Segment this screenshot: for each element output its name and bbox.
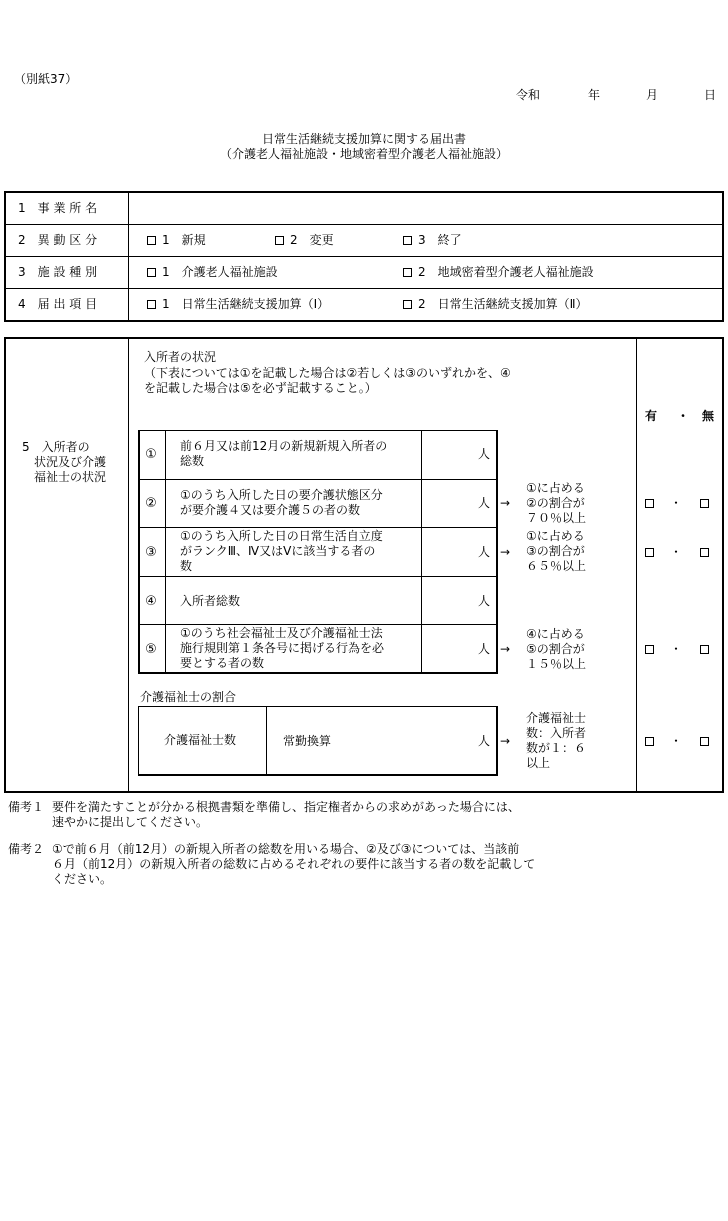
ratio-yes-no[interactable]: ・: [645, 734, 715, 749]
row-description: ①のうち社会福祉士及び介護福祉士法 施行規則第１条各号に掲げる行為を必 要とする者の数: [180, 626, 385, 670]
row-label-notification-item: 4 届 出 項 目: [18, 297, 98, 311]
facility-name-field[interactable]: [136, 196, 716, 220]
row-number: ④: [145, 594, 157, 609]
checkbox[interactable]: [147, 236, 156, 245]
no-checkbox[interactable]: [700, 548, 709, 557]
medical-care-count-input[interactable]: [425, 628, 473, 670]
document-subtitle: （介護老人福祉施設・地域密着型介護老人福祉施設）: [219, 147, 508, 161]
condition-text: ①に占める ②の割合が ７０％以上: [526, 481, 587, 525]
instruction-text: （下表については①を記載した場合は②若しくは③のいずれかを、④ を記載した場合は⑤を必ず記載すること。）: [144, 366, 511, 395]
condition-text: 介護福祉士 数：入所者 数が１：６ 以上: [526, 711, 587, 770]
row-number: ②: [145, 496, 157, 511]
checkbox[interactable]: [147, 300, 156, 309]
fte-label: 常勤換算: [283, 734, 332, 748]
facility-type-option-1[interactable]: 1 介護老人福祉施設: [147, 265, 278, 280]
no-checkbox[interactable]: [700, 499, 709, 508]
date-era: 令和: [516, 88, 541, 102]
row2-yes-no[interactable]: ・: [645, 496, 715, 511]
condition-text: ④に占める ⑤の割合が １５％以上: [526, 627, 587, 671]
yes-checkbox[interactable]: [645, 737, 654, 746]
facility-type-option-2[interactable]: 2 地域密着型介護老人福祉施設: [403, 265, 594, 280]
arrow: →: [500, 734, 511, 748]
row3-yes-no[interactable]: ・: [645, 545, 715, 560]
no-checkbox[interactable]: [700, 645, 709, 654]
checkbox[interactable]: [403, 236, 412, 245]
section5-label: 5 入所者の 状況及び介護 福祉士の状況: [22, 440, 107, 484]
unit-label: 人: [478, 642, 491, 656]
row-description: 前６月又は前12月の新規新規入所者の 総数: [180, 439, 388, 468]
total-residents-input[interactable]: [425, 580, 473, 622]
yes-checkbox[interactable]: [645, 548, 654, 557]
row-description: 入所者総数: [180, 594, 241, 608]
note-text: ①で前６月（前12月）の新規入所者の総数を用いる場合、②及び③については、当該前 ６月（前12月）の新規入所者の総数に占めるそれぞれの要件に該当する者の数を記載して ください。: [52, 842, 536, 886]
arrow: →: [500, 545, 511, 559]
resident-status-title: 入所者の状況: [144, 350, 217, 364]
date-year: 年: [588, 88, 601, 102]
new-residents-total-input[interactable]: [425, 434, 473, 476]
row-description: ①のうち入所した日の要介護状態区分 が要介護４又は要介護５の者の数: [180, 488, 383, 517]
change-type-option-change[interactable]: 2 変更: [275, 233, 334, 248]
yes-no-separator: ・: [677, 409, 690, 423]
independence-rank-count-input[interactable]: [425, 531, 473, 573]
care-worker-ratio-title: 介護福祉士の割合: [140, 690, 237, 704]
unit-label: 人: [478, 447, 491, 461]
yes-checkbox[interactable]: [645, 499, 654, 508]
change-type-option-new[interactable]: 1 新規: [147, 233, 206, 248]
care-level-count-input[interactable]: [425, 483, 473, 525]
arrow: →: [500, 642, 511, 656]
arrow: →: [500, 496, 511, 510]
row-label-change-type: 2 異 動 区 分: [18, 233, 98, 247]
row-number: ⑤: [145, 642, 157, 657]
checkbox[interactable]: [403, 268, 412, 277]
row-description: ①のうち入所した日の日常生活自立度 がランクⅢ、Ⅳ又はⅤに該当する者の 数: [180, 529, 383, 573]
care-worker-count-label: 介護福祉士数: [164, 733, 237, 747]
document-title: 日常生活継続支援加算に関する届出書: [261, 132, 466, 146]
notification-item-option-2[interactable]: 2 日常生活継続支援加算（Ⅱ）: [403, 297, 588, 312]
yes-header: 有: [645, 409, 658, 423]
yes-checkbox[interactable]: [645, 645, 654, 654]
note-text: 要件を満たすことが分かる根拠書類を準備し、指定権者からの求めがあった場合には、 速やかに提出してください。: [52, 800, 520, 829]
condition-text: ①に占める ③の割合が ６５％以上: [526, 529, 587, 573]
row5-yes-no[interactable]: ・: [645, 642, 715, 657]
unit-label: 人: [478, 545, 491, 559]
no-header: 無: [702, 409, 715, 423]
note-label: 備考２: [8, 842, 45, 856]
checkbox[interactable]: [147, 268, 156, 277]
notification-item-option-1[interactable]: 1 日常生活継続支援加算（Ⅰ）: [147, 297, 329, 312]
attachment-number: （別紙37）: [14, 72, 78, 86]
note-label: 備考１: [8, 800, 45, 814]
care-worker-fte-input[interactable]: [340, 712, 470, 770]
row-number: ③: [145, 545, 157, 560]
checkbox[interactable]: [403, 300, 412, 309]
change-type-option-end[interactable]: 3 終了: [403, 233, 462, 248]
no-checkbox[interactable]: [700, 737, 709, 746]
unit-label: 人: [478, 496, 491, 510]
row-label-facility-type: 3 施 設 種 別: [18, 265, 98, 279]
checkbox[interactable]: [275, 236, 284, 245]
date-day: 日: [704, 88, 717, 102]
row-number: ①: [145, 447, 157, 462]
row-label-facility-name: 1 事 業 所 名: [18, 201, 98, 215]
unit-label: 人: [478, 734, 491, 748]
date-month: 月: [646, 88, 659, 102]
unit-label: 人: [478, 594, 491, 608]
